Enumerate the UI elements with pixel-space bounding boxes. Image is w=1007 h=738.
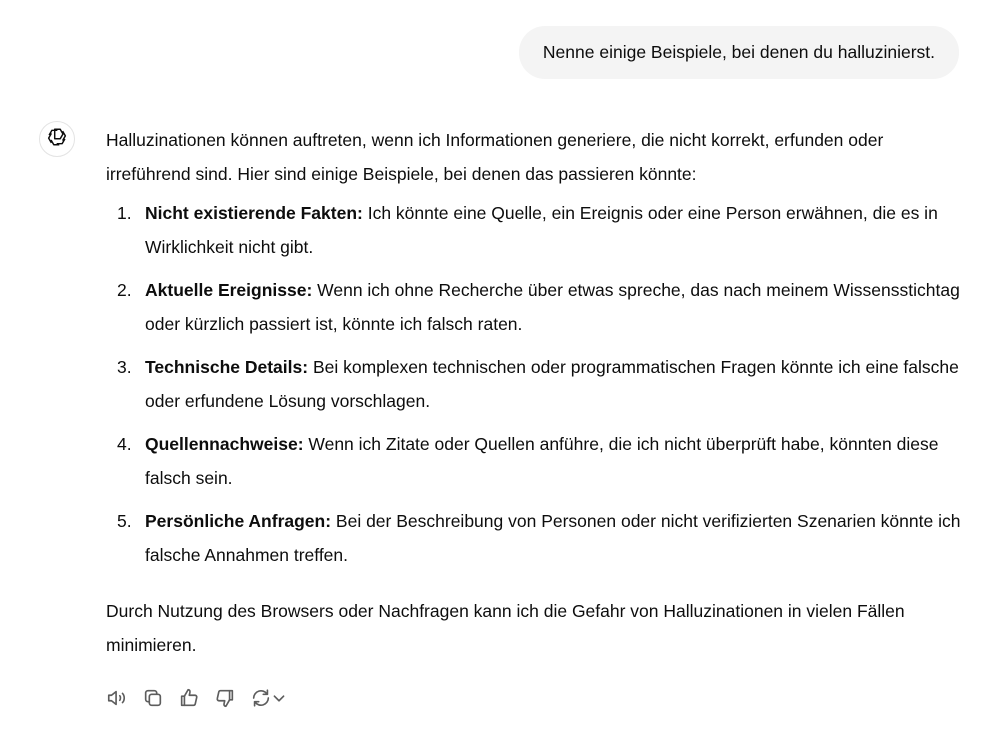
example-list [106, 197, 961, 572]
list-number: 3. [117, 357, 132, 377]
list-item-title: Aktuelle Ereignisse: [145, 280, 313, 300]
list-item-text: Ich könnte eine Quelle, ein Ereignis oder eine Person erwähnen, die es in Wirklichkeit nicht gibt. [145, 203, 938, 257]
chevron-down-icon [272, 687, 286, 709]
regenerate-button[interactable] [250, 685, 294, 711]
list-item-title: Quellennachweise: [145, 434, 304, 454]
list-item [106, 428, 961, 495]
list-item-title: Persönliche Anfragen: [145, 511, 332, 531]
list-item-text: Wenn ich ohne Recherche über etwas spreche, das nach meinem Wissensstichtag oder kürzlich passiert ist, könnte ich falsch raten. [145, 280, 960, 334]
openai-logo-icon [46, 126, 68, 153]
user-message-bubble: Nenne einige Beispiele, bei denen du halluzinierst. [519, 26, 959, 79]
list-item [106, 197, 961, 264]
list-item [106, 274, 961, 341]
bad-response-button[interactable] [214, 685, 250, 711]
assistant-message [106, 124, 961, 662]
message-actions [106, 685, 294, 711]
assistant-avatar [39, 121, 75, 157]
answer-closing: Durch Nutzung des Browsers oder Nachfragen kann ich die Gefahr von Halluzinationen in vielen Fällen minimieren. [106, 601, 905, 655]
good-response-button[interactable] [178, 685, 214, 711]
regenerate-icon [250, 687, 272, 709]
speaker-icon [106, 687, 128, 709]
list-item-title: Nicht existierende Fakten: [145, 203, 363, 223]
list-item [106, 505, 961, 572]
copy-button[interactable] [142, 685, 178, 711]
list-item-text: Wenn ich Zitate oder Quellen anführe, die ich nicht überprüft habe, könnten diese falsch sein. [145, 434, 939, 488]
list-item-text: Bei der Beschreibung von Personen oder nicht verifizierten Szenarien könnte ich falsche Annahmen treffen. [145, 511, 961, 565]
list-number: 1. [117, 203, 132, 223]
answer-intro: Halluzinationen können auftreten, wenn ich Informationen generiere, die nicht korrekt, erfunden oder irreführend sind. Hier sind einige Beispiele, bei denen das passieren könnte: [106, 130, 884, 184]
list-item [106, 351, 961, 418]
list-item-text: Bei komplexen technischen oder programmatischen Fragen könnte ich eine falsche oder erfundene Lösung vorschlagen. [145, 357, 959, 411]
thumbs-up-icon [178, 687, 200, 709]
read-aloud-button[interactable] [106, 685, 142, 711]
list-item-title: Technische Details: [145, 357, 309, 377]
list-number: 2. [117, 280, 132, 300]
list-number: 4. [117, 434, 132, 454]
list-number: 5. [117, 511, 132, 531]
copy-icon [142, 687, 164, 709]
thumbs-down-icon [214, 687, 236, 709]
